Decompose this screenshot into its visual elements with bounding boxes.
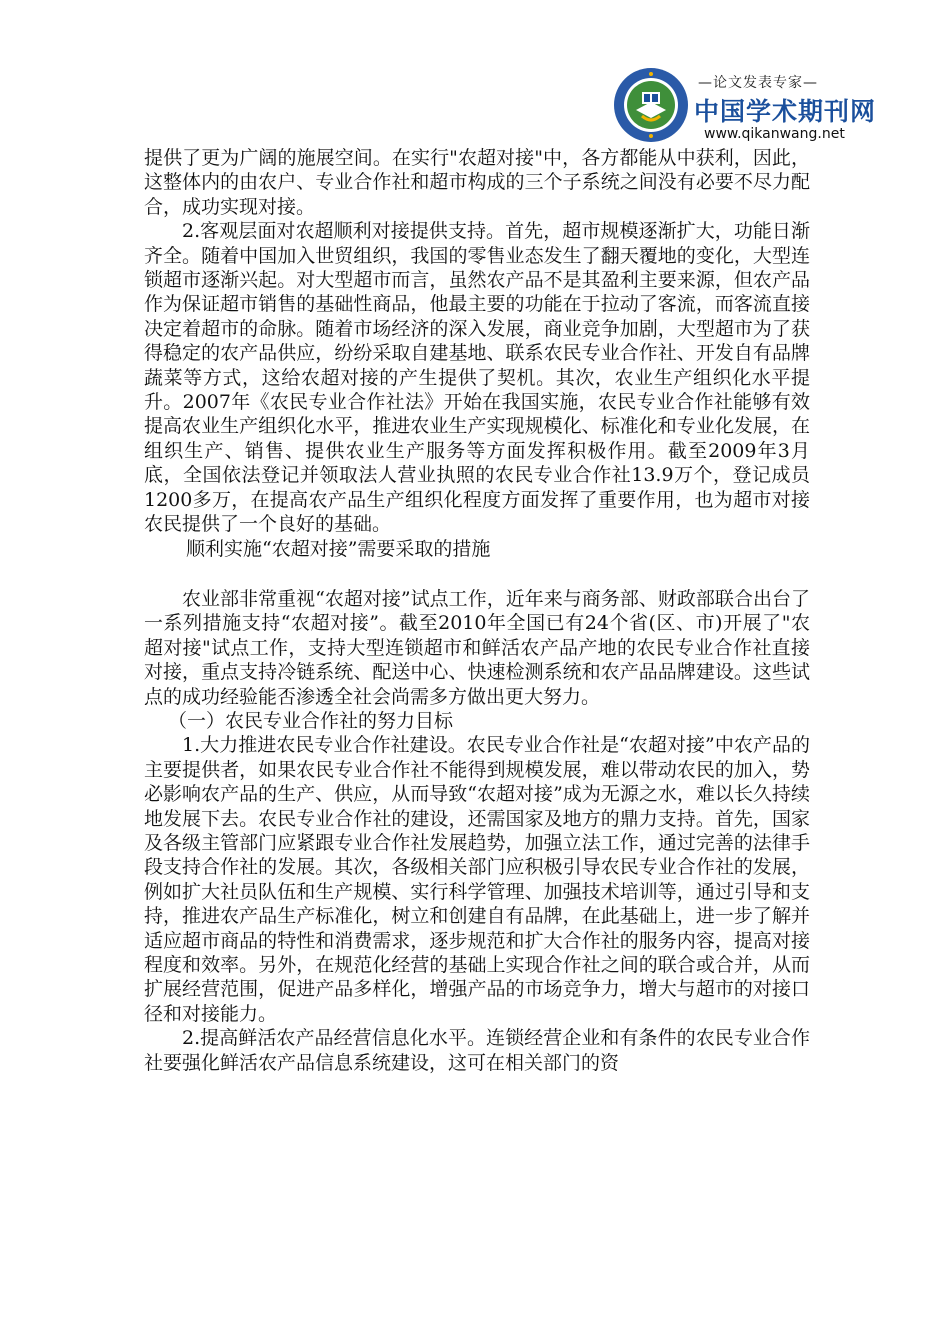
seal-emblem-icon [612,66,690,144]
site-logo [612,66,877,158]
logo-url: www.qikanwang.net [704,126,845,142]
paragraph-2: 2.客观层面对农超顺利对接提供支持。首先，超市规模逐渐扩大，功能日渐齐全。随着中国加入世贸组织，我国的零售业态发生了翻天覆地的变化，大型连锁超市逐渐兴起。对大型超市而言，虽然农产品不是其盈利主要来源，但农产品作为保证超市销售的基础性商品，他最主要的功能在于拉动了客流，而客流直接决定着超市的命脉。随着市场经济的深入发展，商业竞争加剧，大型超市为了获得稳定的农产品供应，纷纷采取自建基地、联系农民专业合作社、开发自有品牌蔬菜等方式，这给农超对接的产生提供了契机。其次，农业生产组织化水平提升。2007年《农民专业合作社法》开始在我国实施，农民专业合作社能够有效提高农业生产组织化水平，推进农业生产实现规模化、标准化和专业化发展，在组织生产、销售、提供农业生产服务等方面发挥积极作用。截至2009年3月底，全国依法登记并领取法人营业执照的农民专业合作社13.9万个，登记成员1200多万，在提高农产品生产组织化程度方面发挥了重要作用，也为超市对接农民提供了一个良好的基础。 [144,220,810,536]
paragraph-5: 2.提高鲜活农产品经营信息化水平。连锁经营企业和有条件的农民专业合作社要强化鲜活农产品信息系统建设，这可在相关部门的资 [144,1027,810,1074]
paragraph-1: 提供了更为广阔的施展空间。在实行"农超对接"中，各方都能从中获利，因此，这整体内的由农户、专业合作社和超市构成的三个子系统之间没有必要不尽力配合，成功实现对接。 [144,147,810,218]
paragraph-4: 1.大力推进农民专业合作社建设。农民专业合作社是“农超对接”中农产品的主要提供者，如果农民专业合作社不能得到规模发展，难以带动农民的加入，势必影响农产品的生产、供应，从而导致“农超对接”成为无源之水，难以长久持续地发展下去。农民专业合作社的建设，还需国家及地方的鼎力支持。首先，国家及各级主管部门应紧跟专业合作社发展趋势，加强立法工作，通过完善的法律手段支持合作社的发展。其次，各级相关部门应积极引导农民专业合作社的发展，例如扩大社员队伍和生产规模、实行科学管理、加强技术培训等，通过引导和支持，推进农产品生产标准化，树立和创建自有品牌，在此基础上，进一步了解并适应超市商品的特性和消费需求，逐步规范和扩大合作社的服务内容，提高对接程度和效率。另外，在规范化经营的基础上实现合作社之间的联合或合并，从而扩展经营范围，促进产品多样化，增强产品的市场竞争力，增大与超市的对接口径和对接能力。 [144,734,810,1025]
section-heading-measures: 顺利实施“农超对接”需要采取的措施 [186,537,491,560]
subsection-heading-cooperatives: （一）农民专业合作社的努力目标 [168,709,454,732]
logo-tagline: —论文发表专家— [698,75,818,91]
article-body [144,146,810,1075]
paragraph-3: 农业部非常重视“农超对接”试点工作，近年来与商务部、财政部联合出台了一系列措施支持“农超对接”。截至2010年全国已有24个省(区、市)开展了"农超对接"试点工作，支持大型连锁超市和鲜活农产品产地的农民专业合作社直接对接，重点支持冷链系统、配送中心、快速检测系统和农产品品牌建设。这些试点的成功经验能否渗透全社会尚需多方做出更大努力。 [144,587,810,708]
logo-name: 中国学术期刊网 [694,97,877,126]
